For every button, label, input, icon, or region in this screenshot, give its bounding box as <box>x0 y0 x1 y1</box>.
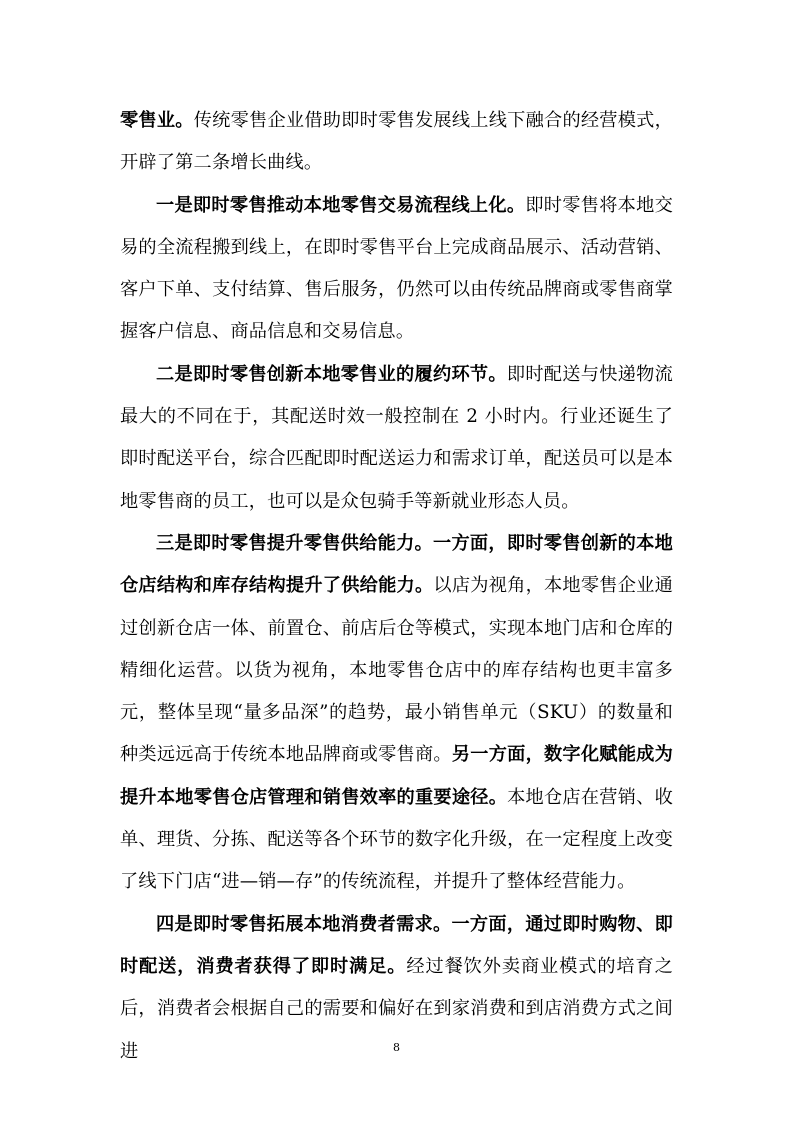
bold-lead-text: 零售业。 <box>120 110 194 131</box>
body-text: 传统零售企业借助即时零售发展线上线下融合的经营模式，开辟了第二条增长曲线。 <box>120 110 673 174</box>
bold-lead-text: 三是即时零售提升零售供给能力。一方面，即时零售创新的本地仓店结构和库存结构提升了供给能力。 <box>120 532 673 597</box>
paragraph-point-three <box>120 523 673 904</box>
body-text: 即时零售将本地交易的全流程搬到线上，在即时零售平台上完成商品展示、活动营销、客户下单、支付结算、售后服务，仍然可以由传统品牌商或零售商掌握客户信息、商品信息和交易信息。 <box>120 194 673 343</box>
document-body <box>120 100 673 1073</box>
body-text: 本地仓店在营销、收单、理货、分拣、配送等各个环节的数字化升级，在一定程度上改变了线下门店“进—销—存”的传统流程，并提升了整体经营能力。 <box>120 786 673 893</box>
bold-inline-text: 另一方面，数字化赋能成为提升本地零售仓店管理和销售效率的重要途径。 <box>120 744 673 808</box>
body-text: 经过餐饮外卖商业模式的培育之后，消费者会根据自己的需要和偏好在到家消费和到店消费方式之间进 <box>120 955 673 1062</box>
bold-lead-text: 二是即时零售创新本地零售业的履约环节。 <box>156 363 507 385</box>
paragraph-point-one <box>120 185 673 354</box>
paragraph-point-two <box>120 354 673 523</box>
body-text: 以店为视角，本地零售企业通过创新仓店一体、前置仓、前店后仓等模式，实现本地门店和仓库的精细化运营。以货为视角，本地零售仓店中的库存结构也更丰富多元，整体呈现“量多品深”的趋势，最小销售单元（SKU）的数量和种类远远高于传统本地品牌商或零售商。 <box>120 575 673 766</box>
body-text: 即时配送与快递物流最大的不同在于，其配送时效一般控制在 2 小时内。行业还诞生了即时配送平台，综合匹配即时配送运力和需求订单，配送员可以是本地零售商的员工，也可以是众包骑手等新就业形态人员。 <box>120 363 673 512</box>
paragraph-retail-intro <box>120 100 673 185</box>
bold-lead-text: 四是即时零售拓展本地消费者需求。一方面，通过即时购物、即时配送，消费者获得了即时满足。 <box>120 913 673 977</box>
page-number: 8 <box>393 1041 400 1054</box>
bold-lead-text: 一是即时零售推动本地零售交易流程线上化。 <box>156 194 526 216</box>
